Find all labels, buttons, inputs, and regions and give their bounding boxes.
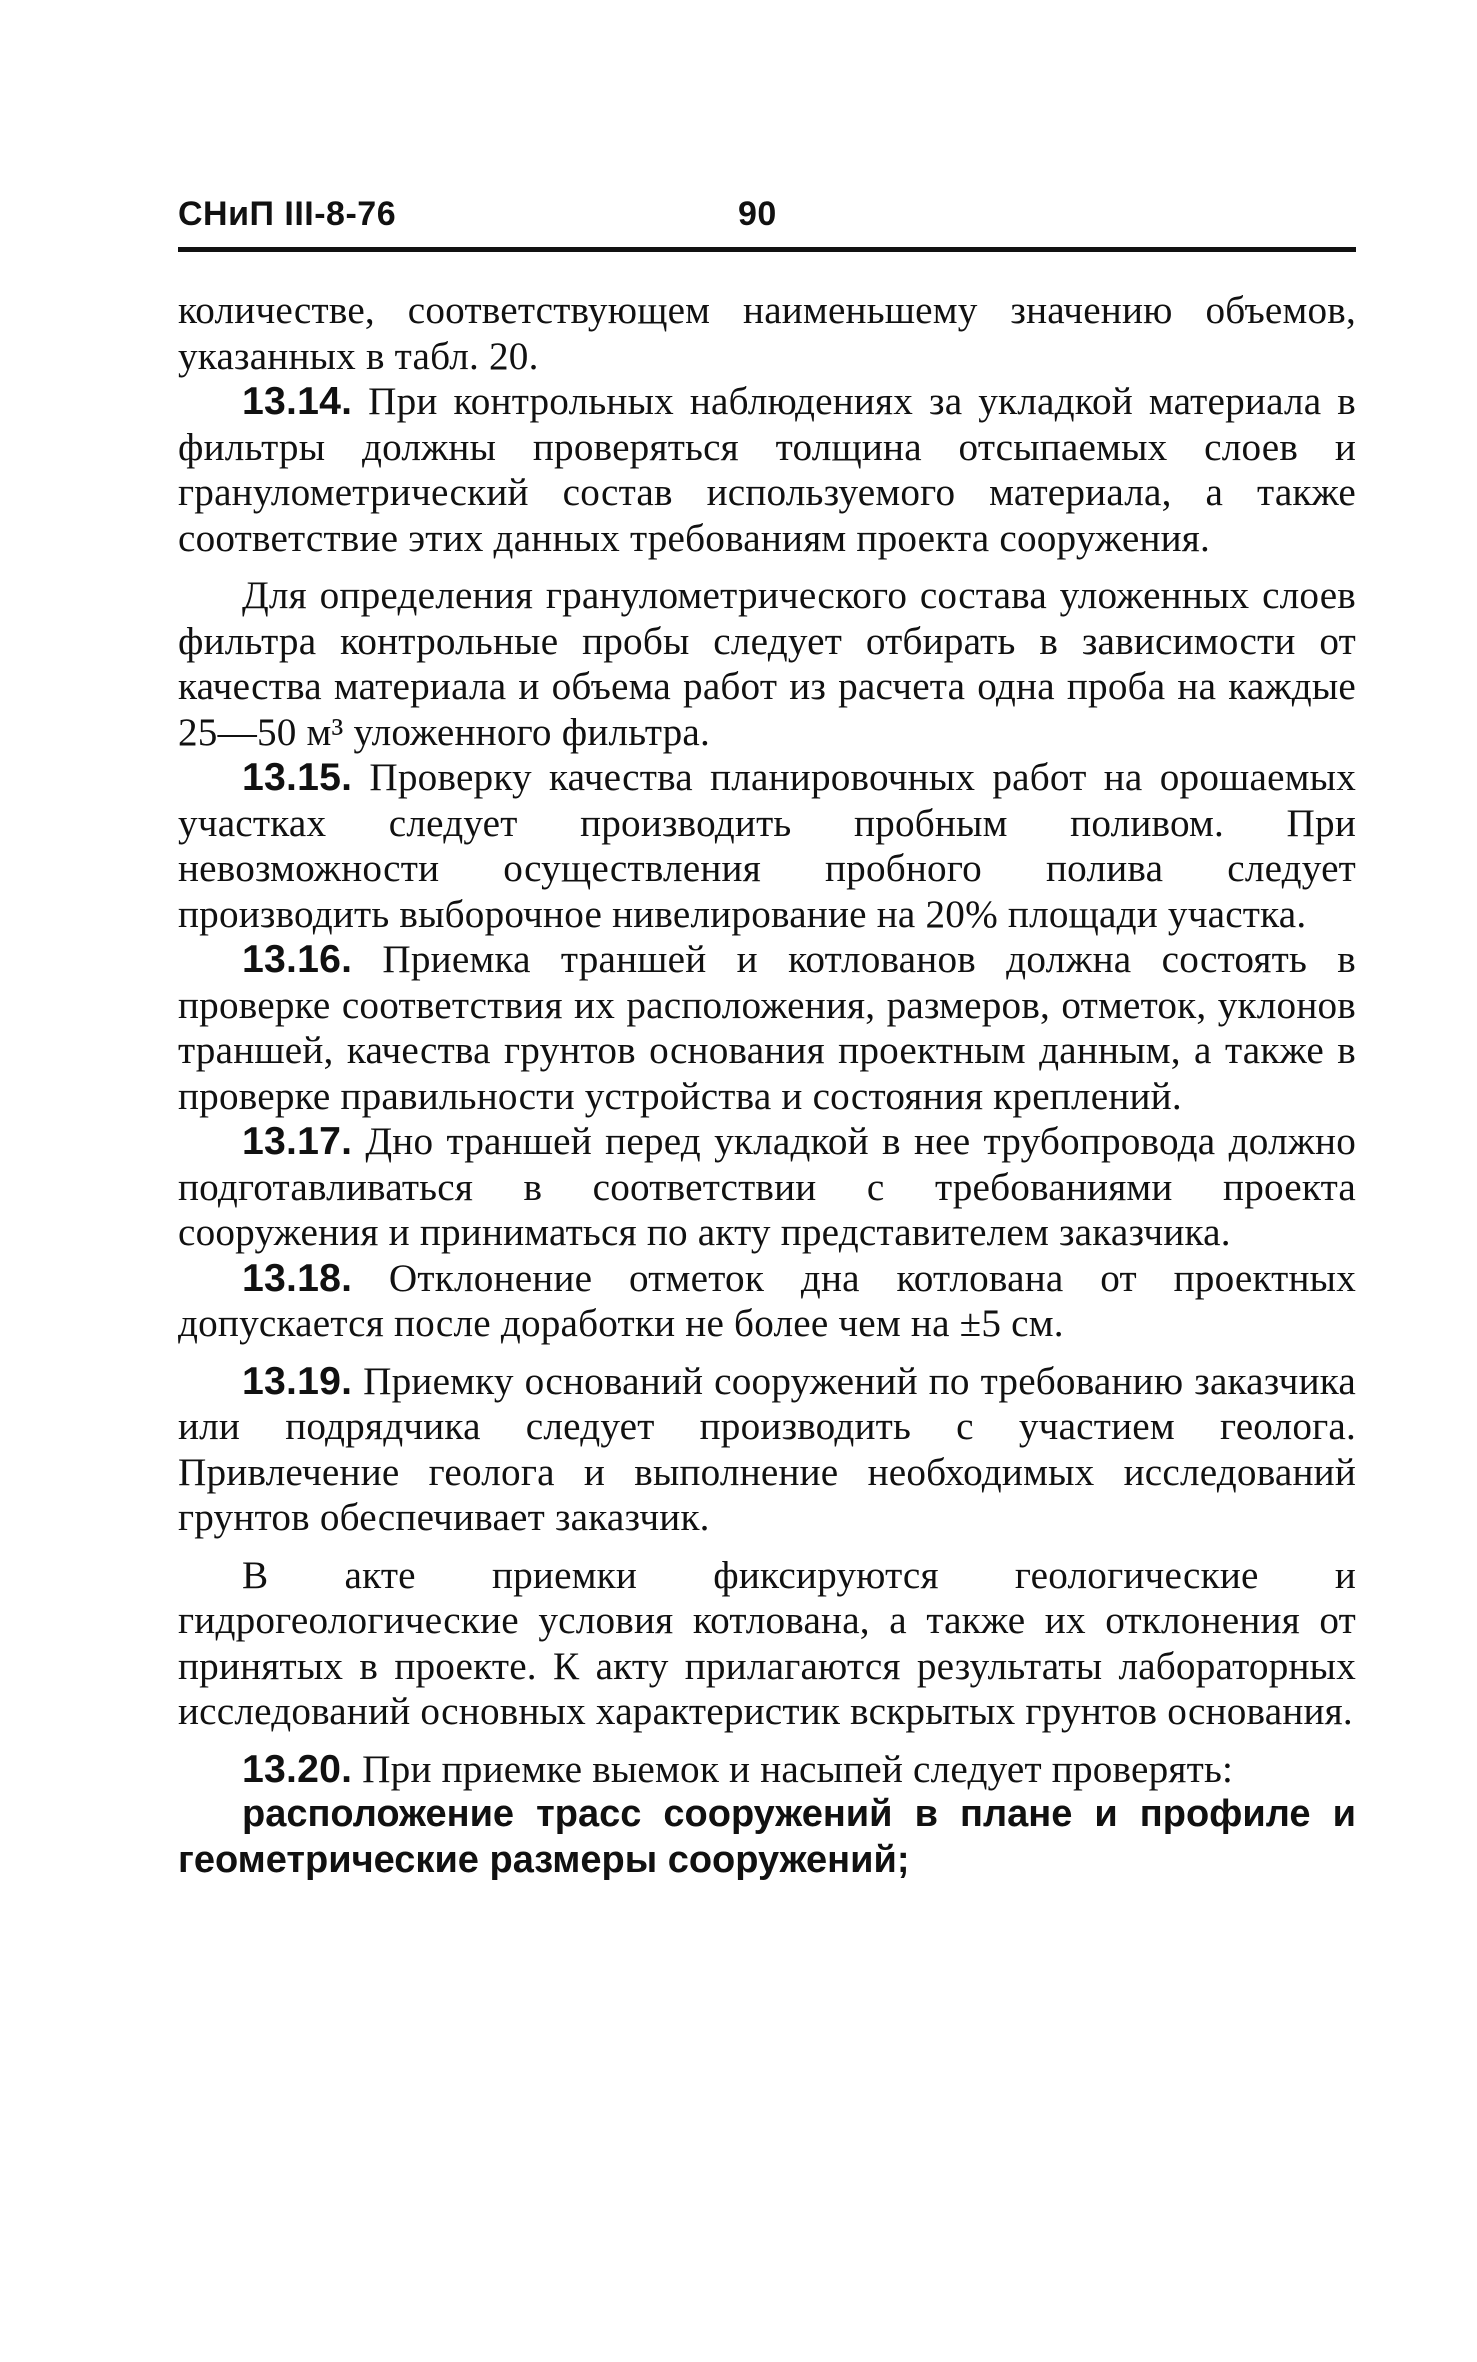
clause-number: 13.20. [242,1747,353,1791]
paragraph-continuation: количестве, соответствующем наименьшему значению объемов, указанных в табл. 20. [178,289,1356,378]
clause-text: Дно траншей перед укладкой в нее трубопровода должно подготавливаться в соответствии с требованиями проекта сооружения и приниматься по акту представителем заказчика. [178,1120,1356,1254]
document-page [178,195,1356,1883]
clause-text: Приемку оснований сооружений по требованию заказчика или подрядчика следует производить с участием геолога. Привлечение геолога и выполнение необходимых исследований грунтов обеспечивает заказчик. [178,1359,1356,1539]
page-number: 90 [738,195,777,233]
clause-13-17 [178,1119,1356,1256]
document-body [178,288,1356,1883]
paragraph-filter-samples: Для определения гранулометрического состава уложенных слоев фильтра контрольные пробы следует отбирать в зависимости от качества материала и объема работ из расчета одна проба на каждые 25—50 м³ уложенного фильтра. [178,574,1356,754]
clause-number: 13.16. [242,938,353,981]
clause-text: Отклонение отметок дна котлована от проектных допускается после доработки не более чем на ±5 см. [178,1256,1356,1345]
document-code: СНиП III-8-76 [178,195,397,233]
clause-text: При приемке выемок и насыпей следует проверять: [352,1747,1234,1791]
clause-number: 13.19. [242,1359,353,1403]
clause-text: Приемка траншей и котлованов должна состоять в проверке соответствия их расположения, размеров, отметок, уклонов траншей, качества грунтов основания проектным данным, а также в проверке правильности устройства и состояния креплений. [178,938,1356,1118]
clause-13-18 [178,1256,1356,1347]
clause-text: Проверку качества планировочных работ на орошаемых участках следует производить пробным поливом. При невозможности осуществления пробного полива следует производить выборочное нивелирование на 20% площади участка. [178,756,1356,936]
clause-number: 13.18. [242,1256,353,1300]
header-rule [178,247,1356,252]
clause-13-19 [178,1359,1356,1541]
clause-13-14 [178,379,1356,561]
clause-number: 13.17. [242,1120,353,1163]
clause-number: 13.14. [242,380,353,423]
page-header [178,195,1356,245]
paragraph-acceptance-act: В акте приемки фиксируются геологические и гидрогеологические условия котлована, а также их отклонения от принятых в проекте. К акту прилагаются результаты лабораторных исследований основных характеристик вскрытых грунтов основания. [178,1553,1356,1733]
clause-text: При контрольных наблюдениях за укладкой материала в фильтры должны проверяться толщина отсыпаемых слоев и гранулометрический состав используемого материала, а также соответствие этих данных требованиям проекта сооружения. [178,380,1356,560]
clause-13-15 [178,755,1356,937]
clause-number: 13.15. [242,756,353,799]
list-item-route-location: расположение трасс сооружений в плане и профиле и геометрические размеры сооружений; [178,1793,1356,1881]
clause-13-16 [178,937,1356,1119]
clause-13-20 [178,1747,1356,1793]
